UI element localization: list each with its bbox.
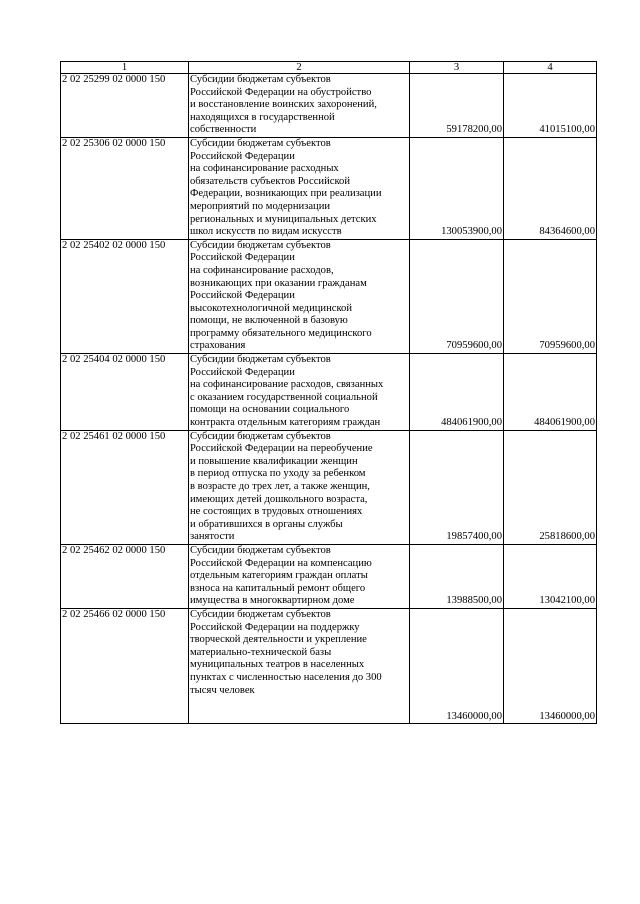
amount-col4: 13042100,00 bbox=[504, 544, 597, 608]
amount-col3: 130053900,00 bbox=[410, 137, 504, 239]
amount-col4: 41015100,00 bbox=[504, 74, 597, 138]
amount-col4: 70959600,00 bbox=[504, 239, 597, 353]
amount-col4: 25818600,00 bbox=[504, 430, 597, 544]
budget-description: Субсидии бюджетам субъектов Российской Федерации на компенсацию отдельным категориям граждан оплаты взноса на капитальный ремонт общего имущества в многоквартирном доме bbox=[189, 544, 410, 608]
table-row bbox=[61, 430, 597, 544]
budget-code: 2 02 25306 02 0000 150 bbox=[61, 137, 189, 239]
budget-table bbox=[60, 61, 597, 724]
table-row bbox=[61, 544, 597, 608]
amount-col4: 84364600,00 bbox=[504, 137, 597, 239]
column-header: 4 bbox=[504, 62, 597, 74]
amount-col3: 484061900,00 bbox=[410, 354, 504, 431]
amount-col3: 70959600,00 bbox=[410, 239, 504, 353]
budget-code: 2 02 25466 02 0000 150 bbox=[61, 608, 189, 723]
amount-col3: 59178200,00 bbox=[410, 74, 504, 138]
table-row bbox=[61, 74, 597, 138]
column-header: 3 bbox=[410, 62, 504, 74]
budget-description: Субсидии бюджетам субъектов Российской Федерации на софинансирование расходов, возникающих при оказании гражданам Российской Федерации высокотехнологичной медицинской помощи, не включенной в базовую программу обязательного медицинского страхования bbox=[189, 239, 410, 353]
budget-code: 2 02 25402 02 0000 150 bbox=[61, 239, 189, 353]
budget-description: Субсидии бюджетам субъектов Российской Федерации на поддержку творческой деятельности и укрепление материально-технической базы муниципальных театров в населенных пунктах с численностью населения до 300 тысяч человек bbox=[189, 608, 410, 723]
table-header-row bbox=[61, 62, 597, 74]
table-row bbox=[61, 354, 597, 431]
budget-code: 2 02 25299 02 0000 150 bbox=[61, 74, 189, 138]
column-header: 2 bbox=[189, 62, 410, 74]
budget-code: 2 02 25462 02 0000 150 bbox=[61, 544, 189, 608]
table-row bbox=[61, 239, 597, 353]
budget-description: Субсидии бюджетам субъектов Российской Федерации на софинансирование расходных обязательств субъектов Российской Федерации, возникающих при реализации мероприятий по модернизации региональных и муниципальных детских школ искусств по видам искусств bbox=[189, 137, 410, 239]
amount-col3: 13988500,00 bbox=[410, 544, 504, 608]
column-header: 1 bbox=[61, 62, 189, 74]
budget-description: Субсидии бюджетам субъектов Российской Федерации на софинансирование расходов, связанных с оказанием государственной социальной помощи на основании социального контракта отдельным категориям граждан bbox=[189, 354, 410, 431]
amount-col4: 13460000,00 bbox=[504, 608, 597, 723]
budget-description: Субсидии бюджетам субъектов Российской Федерации на переобучение и повышение квалификации женщин в период отпуска по уходу за ребенком в возрасте до трех лет, а также женщин, имеющих детей дошкольного возраста, не состоящих в трудовых отношениях и обратившихся в органы службы занятости bbox=[189, 430, 410, 544]
budget-code: 2 02 25461 02 0000 150 bbox=[61, 430, 189, 544]
table-row bbox=[61, 137, 597, 239]
budget-code: 2 02 25404 02 0000 150 bbox=[61, 354, 189, 431]
table-row bbox=[61, 608, 597, 723]
amount-col3: 19857400,00 bbox=[410, 430, 504, 544]
budget-description: Субсидии бюджетам субъектов Российской Федерации на обустройство и восстановление воинских захоронений, находящихся в государственной собственности bbox=[189, 74, 410, 138]
amount-col4: 484061900,00 bbox=[504, 354, 597, 431]
amount-col3: 13460000,00 bbox=[410, 608, 504, 723]
